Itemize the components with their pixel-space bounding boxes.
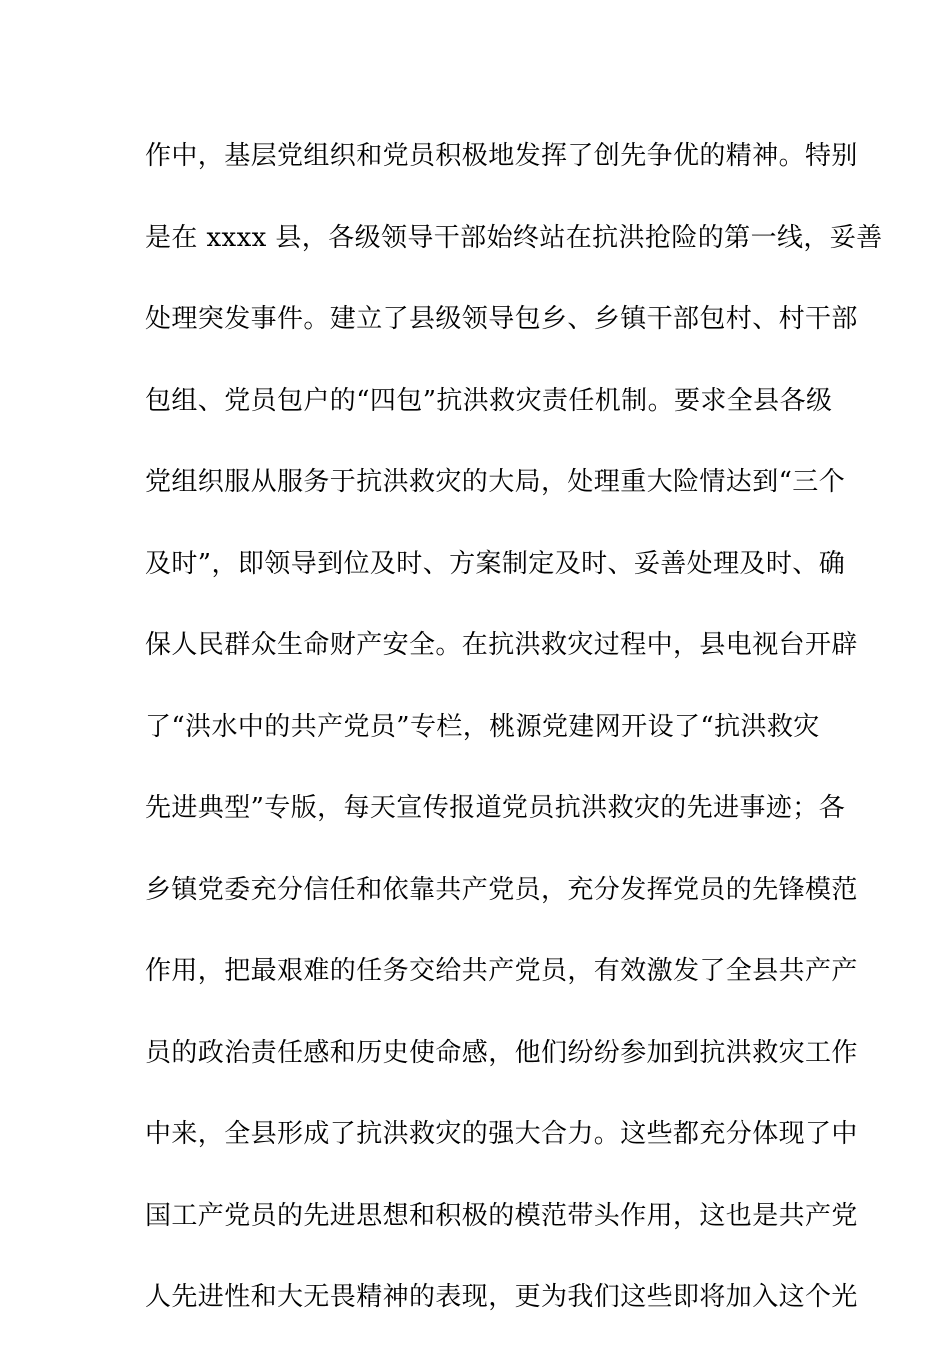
text-line: 了“洪水中的共产党员”专栏，桃源党建网开设了“抗洪救灾 (145, 711, 820, 742)
text-line: 处理突发事件。建立了县级领导包乡、乡镇干部包村、村干部 (145, 304, 858, 334)
text-line: 国工产党员的先进思想和积极的模范带头作用，这也是共产党 (145, 1200, 858, 1231)
text-line: 乡镇党委充分信任和依靠共产党员，充分发挥党员的先锋模范 (145, 874, 858, 905)
text-line: 保人民群众生命财产安全。在抗洪救灾过程中，县电视台开辟 (145, 630, 858, 660)
text-line: 及时”，即领导到位及时、方案制定及时、妥善处理及时、确 (145, 548, 846, 579)
text-line: 员的政治责任感和历史使命感，他们纷纷参加到抗洪救灾工作 (145, 1037, 858, 1068)
text-line: 是在 xxxx 县，各级领导干部始终站在抗洪抢险的第一线，妥善 (145, 222, 883, 253)
text-line: 党组织服从服务于抗洪救灾的大局，处理重大险情达到“三个 (145, 467, 846, 497)
text-line: 包组、党员包户的“四包”抗洪救灾责任机制。要求全县各级 (145, 385, 833, 416)
text-line: 先进典型”专版，每天宣传报道党员抗洪救灾的先进事迹；各 (145, 793, 846, 823)
text-line: 中来，全县形成了抗洪救灾的强大合力。这些都充分体现了中 (145, 1119, 858, 1149)
body-text (145, 127, 883, 1350)
text-line: 作中，基层党组织和党员积极地发挥了创先争优的精神。特别 (145, 141, 858, 171)
text-line: 作用，把最艰难的任务交给共产党员，有效激发了全县共产产 (145, 956, 858, 986)
text-line: 人先进性和大无畏精神的表现，更为我们这些即将加入这个光 (145, 1282, 858, 1312)
